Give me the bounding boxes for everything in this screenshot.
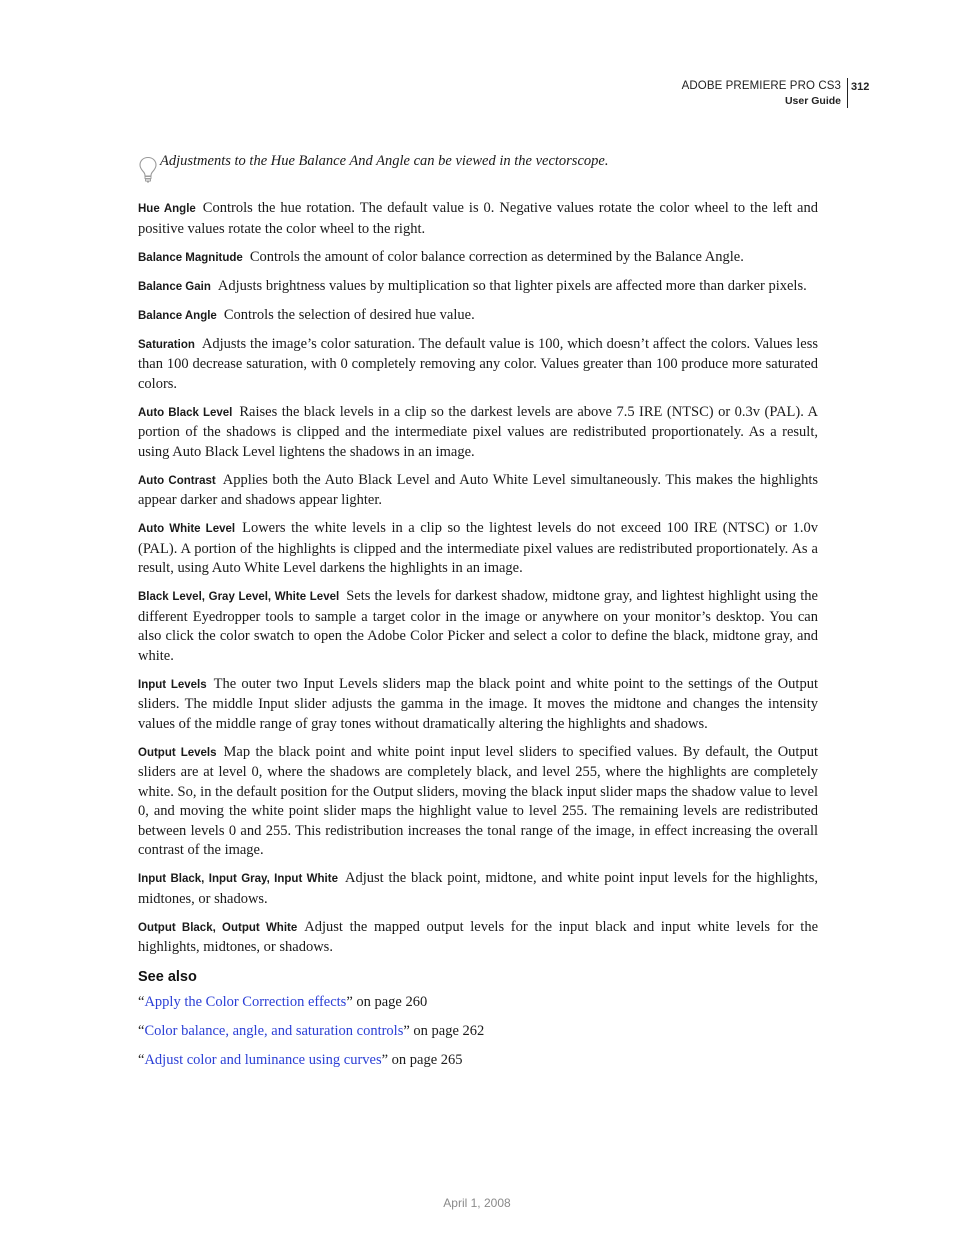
see-also-link[interactable]: Apply the Color Correction effects xyxy=(144,994,347,1010)
entry-balance-gain xyxy=(138,277,818,298)
entry-term: Black Level, Gray Level, White Level xyxy=(138,591,340,603)
entry-text: Adjust the black point, midtone, and white point input levels for the highlights, midtones, or shadows. xyxy=(138,870,818,907)
open-quote: “ xyxy=(138,994,145,1010)
header-subtitle: User Guide xyxy=(784,95,841,107)
page-header xyxy=(682,78,848,108)
entry-text: Controls the hue rotation. The default value is 0. Negative values rotate the color wheel to the left and positive values rotate the color wheel to the right. xyxy=(138,200,818,237)
entry-text: Adjusts brightness values by multiplication so that lighter pixels are affected more than darker pixels. xyxy=(217,277,807,294)
entry-text: Adjust the mapped output levels for the input black and input white levels for the highlights, midtones, or shadows. xyxy=(138,918,819,955)
entry-text: Lowers the white levels in a clip so the lightest levels do not exceed 100 IRE (NTSC) or 1.0v (PAL). A portion of the highlights is clipped and the intermediate pixel values are redistributed proportionately. As a result, using Auto White Level darkens the highlights in an image. xyxy=(138,520,818,576)
entry-text: Sets the levels for darkest shadow, midtone gray, and lightest highlight using the different Eyedropper tools to sample a target color in the image or anywhere on your monitor’s desktop. You can also click the color swatch to open the Adobe Color Picker and select a color to define the black, midtone gray, and white. xyxy=(138,588,818,664)
entry-term: Output Levels xyxy=(138,746,217,759)
entry-term: Input Levels xyxy=(138,678,207,691)
entry-term: Balance Magnitude xyxy=(138,251,243,264)
entry-text: Map the black point and white point input level sliders to specified values. By default, the Output sliders are at level 0, where the shadows are completely black, and level 255, where the highlights are completely white. So, in the default position for the Output sliders, moving the black input slider maps the shadow value to level 0, and moving the white point slider maps the highlight value to level 255. The remaining levels are redistributed between levels 0 and 255. This redistribution increases the tonal range of the image, in effect increasing the overall contrast of the image. xyxy=(138,743,818,858)
entry-text: The outer two Input Levels sliders map the black point and white point to the settings of the Output sliders. The middle Input slider adjusts the gamma in the image. It moves the midtone and changes the intensity values of the middle range of gray tones without dramatically altering the highlights and shadows. xyxy=(138,675,818,732)
see-also-item xyxy=(138,1021,484,1041)
definition-list xyxy=(138,199,818,966)
page-reference: ” on page 265 xyxy=(381,1052,463,1068)
entry-input-black-gray-white xyxy=(138,869,818,909)
tip-text: Adjustments to the Hue Balance And Angle can be viewed in the vectorscope. xyxy=(160,153,609,169)
entry-term: Hue Angle xyxy=(138,203,196,215)
entry-term: Auto Black Level xyxy=(138,406,233,419)
entry-output-black-white xyxy=(138,918,818,958)
entry-term: Balance Gain xyxy=(138,280,211,293)
entry-text: Applies both the Auto Black Level and Auto White Level simultaneously. This makes the highlights appear darker and shadows appear lighter. xyxy=(138,471,818,508)
page-number: 312 xyxy=(851,81,870,93)
entry-auto-white-level xyxy=(138,519,818,579)
entry-black-gray-white-level xyxy=(138,587,818,666)
entry-output-levels xyxy=(138,743,818,861)
header-title: ADOBE PREMIERE PRO CS3 xyxy=(681,80,841,92)
see-also-section xyxy=(138,967,484,1079)
entry-balance-magnitude xyxy=(138,248,818,269)
see-also-heading: See also xyxy=(138,969,197,985)
open-quote: “ xyxy=(138,1052,145,1068)
entry-auto-black-level xyxy=(138,403,818,463)
entry-text: Raises the black levels in a clip so the darkest levels are above 7.5 IRE (NTSC) or 0.3v (PAL). A portion of the shadows is clipped and the intermediate pixel values are redistributed proportionately. As a result, using Auto Black Level lightens the shadows in an image. xyxy=(138,403,818,460)
entry-hue-angle xyxy=(138,199,818,239)
entry-term: Balance Angle xyxy=(138,309,217,322)
footer-date: April 1, 2008 xyxy=(443,1196,511,1210)
entry-saturation xyxy=(138,335,818,395)
entry-term: Auto Contrast xyxy=(138,474,216,487)
lightbulb-icon xyxy=(138,156,158,184)
header-text-block xyxy=(682,78,848,108)
entry-input-levels xyxy=(138,675,818,735)
entry-text: Adjusts the image’s color saturation. The default value is 100, which doesn’t affect the colors. Values less than 100 decrease saturation, with 0 completely removing any color. Values greater than 100 produce more saturated colors. xyxy=(138,335,818,392)
entry-term: Input Black, Input Gray, Input White xyxy=(138,873,338,885)
entry-term: Auto White Level xyxy=(138,523,236,535)
page-reference: ” on page 262 xyxy=(403,1023,485,1039)
see-also-item xyxy=(138,1050,484,1070)
see-also-link[interactable]: Adjust color and luminance using curves xyxy=(144,1052,382,1068)
entry-term: Output Black, Output White xyxy=(138,921,298,934)
entry-balance-angle xyxy=(138,306,818,327)
entry-term: Saturation xyxy=(138,338,195,351)
see-also-link[interactable]: Color balance, angle, and saturation controls xyxy=(144,1023,404,1039)
open-quote: “ xyxy=(138,1023,145,1039)
see-also-item xyxy=(138,992,484,1012)
entry-auto-contrast xyxy=(138,471,818,511)
entry-text: Controls the selection of desired hue value. xyxy=(223,306,475,323)
page-reference: ” on page 260 xyxy=(346,994,428,1010)
entry-text: Controls the amount of color balance correction as determined by the Balance Angle. xyxy=(249,248,744,265)
